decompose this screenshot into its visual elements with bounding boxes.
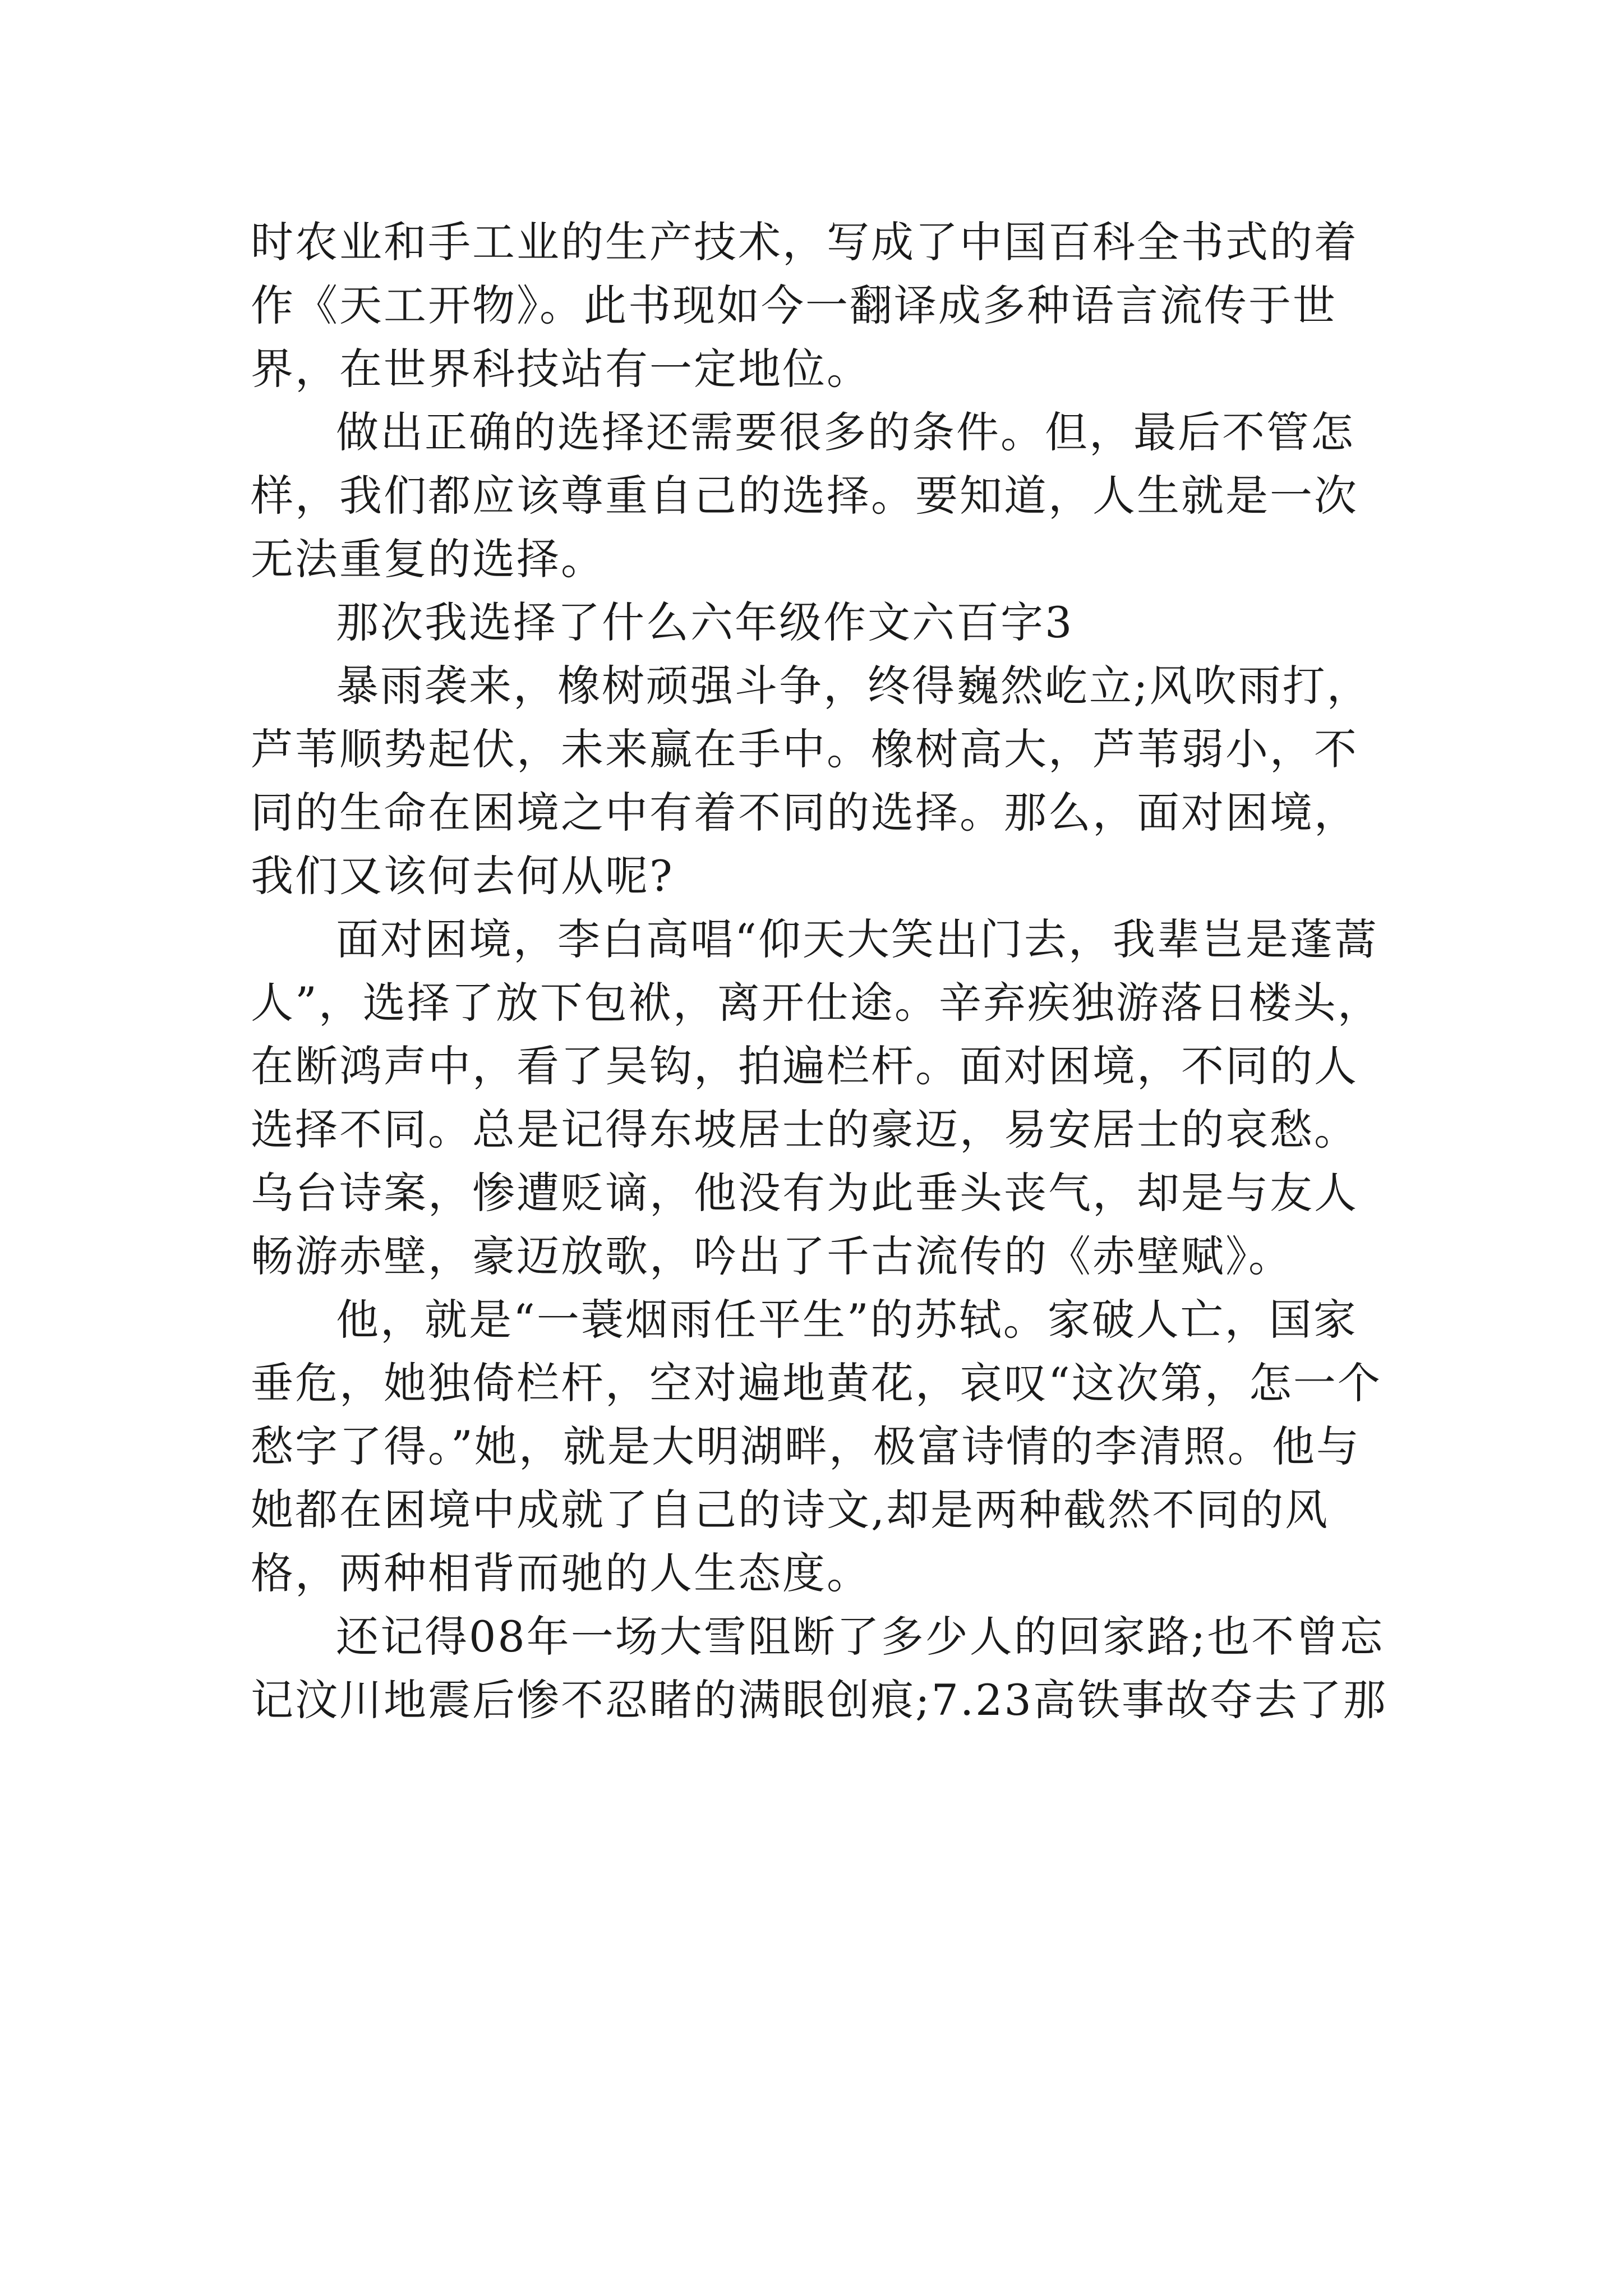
body-text — [251, 210, 1389, 1732]
paragraph-5: 他，就是“一蓑烟雨任平生”的苏轼。家破人亡，国家垂危，她独倚栏杆，空对遍地黄花，哀叹“这次第，怎一个愁字了得。”她，就是大明湖畔，极富诗情的李清照。他与她都在困境中成就了自己的诗文,却是两种截然不同的风格，两种相背而驰的人生态度。 — [251, 1295, 1382, 1598]
paragraph-1: 时农业和手工业的生产技术，写成了中国百科全书式的着作《天工开物》。此书现如今一翻译成多种语言流传于世界，在世界科技站有一定地位。 — [251, 217, 1358, 394]
paragraph-3: 暴雨袭来，橡树顽强斗争，终得巍然屹立;风吹雨打，芦苇顺势起伏，未来赢在手中。橡树高大，芦苇弱小，不同的生命在困境之中有着不同的选择。那么，面对困境，我们又该何去何从呢? — [251, 661, 1371, 901]
section-heading: 那次我选择了什么六年级作文六百字3 — [336, 597, 1074, 647]
paragraph-4: 面对困境，李白高唱“仰天大笑出门去，我辈岂是蓬蒿人”，选择了放下包袱，离开仕途。辛弃疾独游落日楼头，在断鸿声中，看了吴钩，拍遍栏杆。面对困境，不同的人选择不同。总是记得东坡居士的豪迈，易安居士的哀愁。乌台诗案，惨遭贬谪，他没有为此垂头丧气，却是与友人畅游赤壁，豪迈放歌，吟出了千古流传的《赤壁赋》。 — [251, 914, 1382, 1281]
paragraph-6: 还记得08年一场大雪阻断了多少人的回家路;也不曾忘记汶川地震后惨不忍睹的满眼创痕;7.23高铁事故夺去了那 — [251, 1612, 1387, 1725]
paragraph-2: 做出正确的选择还需要很多的条件。但，最后不管怎样，我们都应该尊重自己的选择。要知道，人生就是一次无法重复的选择。 — [251, 407, 1358, 584]
